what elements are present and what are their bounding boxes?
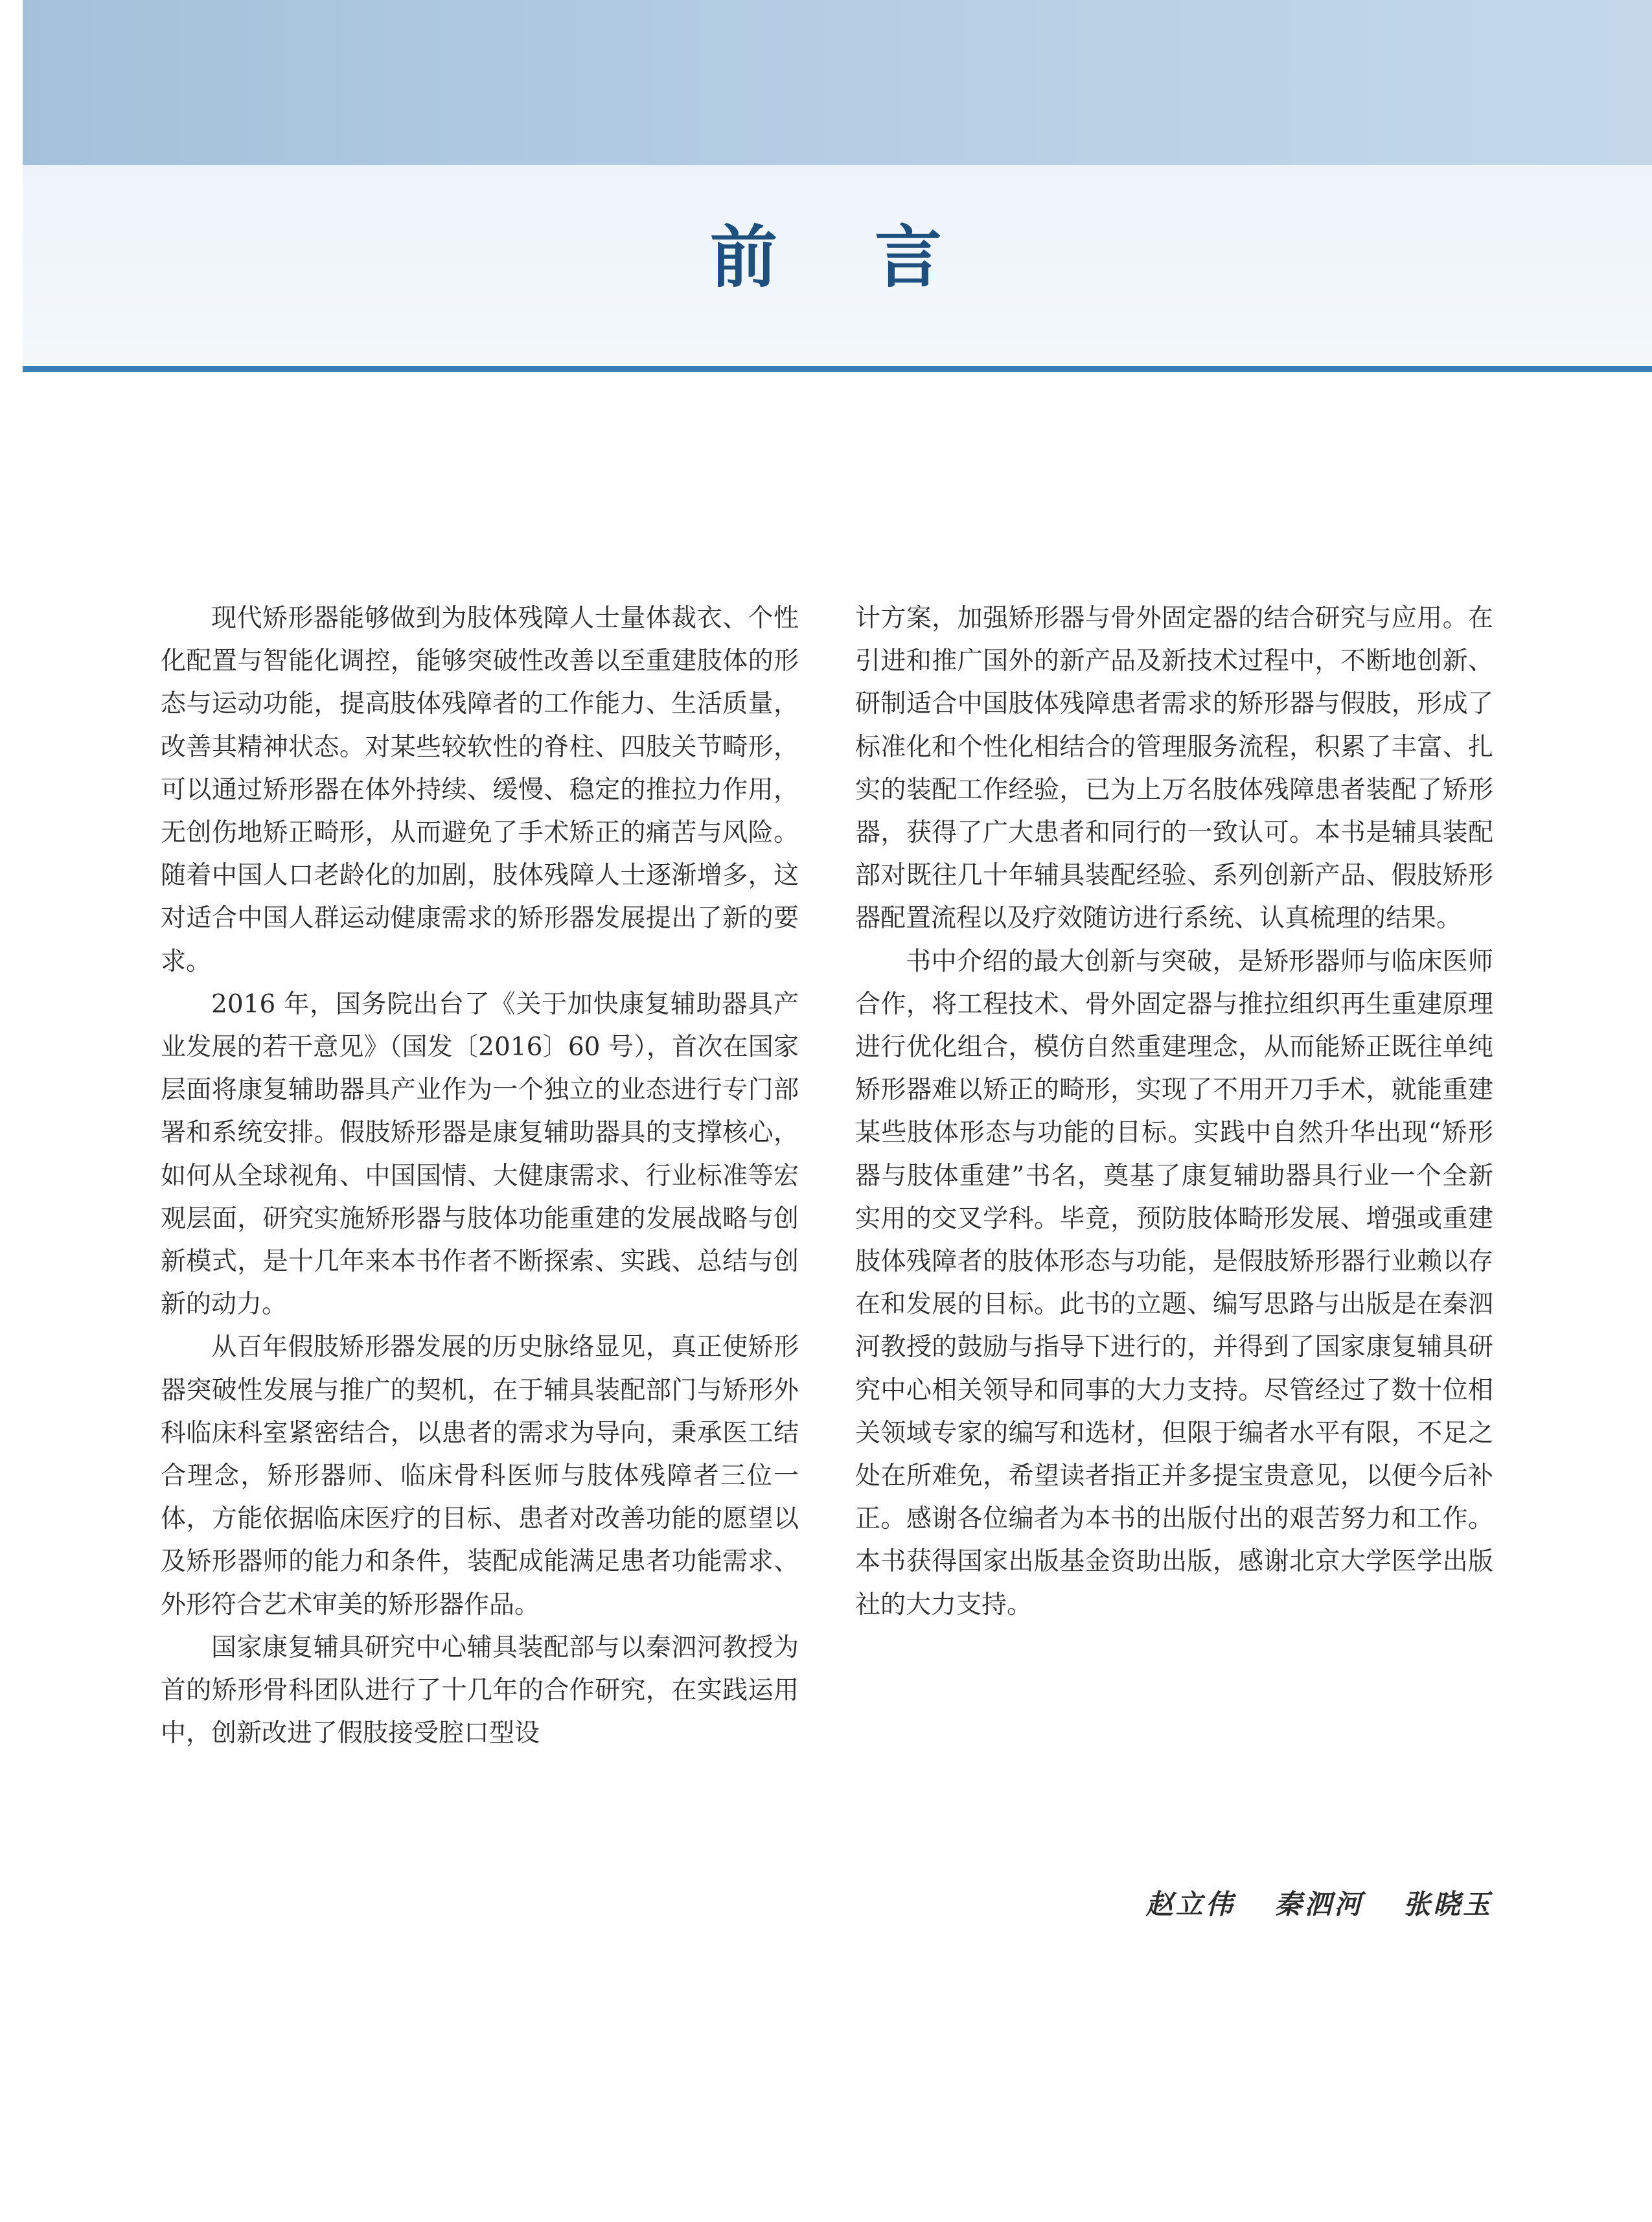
right-column [855,597,1493,1627]
page-title: 前言 [709,218,1039,297]
paragraph: 国家康复辅具研究中心辅具装配部与以秦泗河教授为首的矫形骨科团队进行了十几年的合作研究，在实践运用中，创新改进了假肢接受腔口型设 [161,1632,799,1748]
author-signature: 赵立伟 秦泗河 张晓玉 [1145,1888,1493,1920]
paragraph: 2016 年，国务院出台了《关于加快康复辅助器具产业发展的若干意见》（国发〔2016〕60 号），首次在国家层面将康复辅助器具产业作为一个独立的业态进行专门部署和系统安排。假肢矫形器是康复辅助器具的支撑核心，如何从全球视角、中国国情、大健康需求、行业标准等宏观层面，研究实施矫形器与肢体功能重建的发展战略与创新模式，是十几年来本书作者不断探索、实践、总结与创新的动力。 [161,989,799,1320]
header-band [23,0,1652,366]
header-rule [23,366,1652,372]
paragraph-continuation: 计方案，加强矫形器与骨外固定器的结合研究与应用。在引进和推广国外的新产品及新技术过程中，不断地创新、研制适合中国肢体残障患者需求的矫形器与假肢，形成了标准化和个性化相结合的管理服务流程，积累了丰富、扎实的装配工作经验，已为上万名肢体残障患者装配了矫形器，获得了广大患者和同行的一致认可。本书是辅具装配部对既往几十年辅具装配经验、系列创新产品、假肢矫形器配置流程以及疗效随访进行系统、认真梳理的结果。 [855,604,1493,933]
header-top-shade [23,0,1652,165]
paragraph: 书中介绍的最大创新与突破，是矫形器师与临床医师合作，将工程技术、骨外固定器与推拉组织再生重建原理进行优化组合，模仿自然重建理念，从而能矫正既往单纯矫形器难以矫正的畸形，实现了不用开刀手术，就能重建某些肢体形态与功能的目标。实践中自然升华出现“矫形器与肢体重建”书名，奠基了康复辅助器具行业一个全新实用的交叉学科。毕竟，预防肢体畸形发展、增强或重建肢体残障者的肢体形态与功能，是假肢矫形器行业赖以存在和发展的目标。此书的立题、编写思路与出版是在秦泗河教授的鼓励与指导下进行的，并得到了国家康复辅具研究中心相关领导和同事的大力支持。尽管经过了数十位相关领域专家的编写和选材，但限于编者水平有限，不足之处在所难免，希望读者指正并多提宝贵意见，以便今后补正。感谢各位编者为本书的出版付出的艰苦努力和工作。本书获得国家出版基金资助出版，感谢北京大学医学出版社的大力支持。 [855,946,1493,1620]
left-column [161,597,799,1755]
paragraph: 从百年假肢矫形器发展的历史脉络显见，真正使矫形器突破性发展与推广的契机，在于辅具装配部门与矫形外科临床科室紧密结合，以患者的需求为导向，秉承医工结合理念，矫形器师、临床骨科医师与肢体残障者三位一体，方能依据临床医疗的目标、患者对改善功能的愿望以及矫形器师的能力和条件，装配成能满足患者功能需求、外形符合艺术审美的矫形器作品。 [161,1333,799,1620]
paragraph: 现代矫形器能够做到为肢体残障人士量体裁衣、个性化配置与智能化调控，能够突破性改善以至重建肢体的形态与运动功能，提高肢体残障者的工作能力、生活质量，改善其精神状态。对某些较软性的脊柱、四肢关节畸形，可以通过矫形器在体外持续、缓慢、稳定的推拉力作用，无创伤地矫正畸形，从而避免了手术矫正的痛苦与风险。随着中国人口老龄化的加剧，肢体残障人士逐渐增多，这对适合中国人群运动健康需求的矫形器发展提出了新的要求。 [161,604,799,976]
